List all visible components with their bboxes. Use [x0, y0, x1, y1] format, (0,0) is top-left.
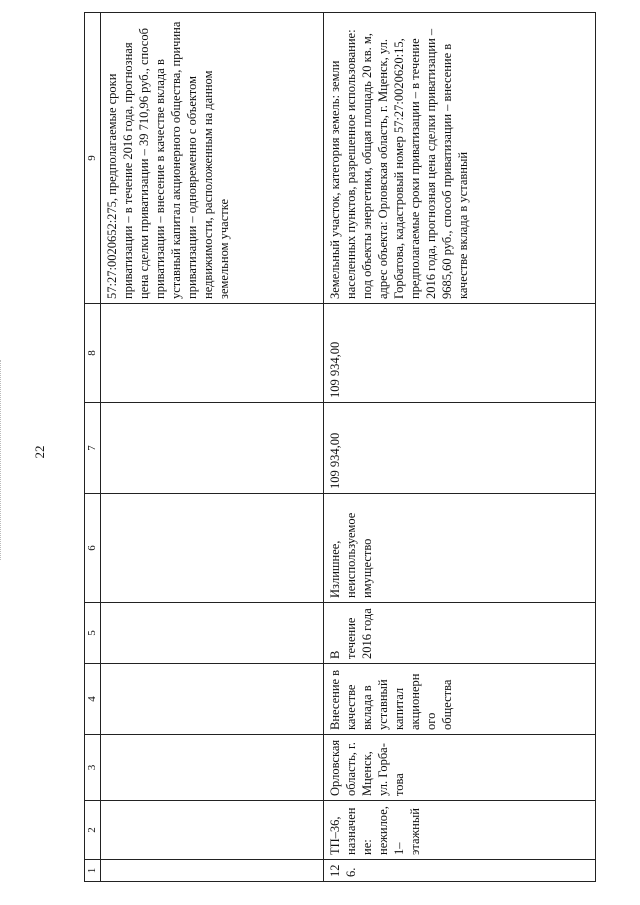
cell-land-description: Земельный участок, категория земель: земли населенных пунктов, разрешенное использование: под объекты энергетики, общая площадь 20 кв. м, адрес объекта: Орловская область, г. Мценск, ул. Горбатова, кадастровый номер 57:27:0020620:15, предполагаемые сроки приватизации – в течение 2016 года, прогнозная цена сделки приватизации – 9685,60 руб., способ приватизации – внесение в качестве вклада в уставный — [324, 13, 596, 304]
header-col-7: 7 — [85, 403, 101, 494]
cell-empty — [101, 860, 324, 882]
cell-term: В течение 2016 года — [324, 603, 596, 664]
page-number: 22 — [32, 445, 47, 459]
header-col-5: 5 — [85, 603, 101, 664]
cell-empty — [101, 403, 324, 494]
rotated-table-container — [84, 20, 596, 882]
cell-empty — [101, 603, 324, 664]
cell-empty — [101, 664, 324, 735]
cell-empty — [101, 735, 324, 801]
privatization-table — [84, 12, 596, 882]
cell-empty — [101, 801, 324, 860]
scan-artifact — [0, 360, 4, 560]
table-row-126 — [324, 13, 596, 882]
cell-land-continuation: 57:27:0020652:275, предполагаемые сроки приватизации – в течение 2016 года, прогнозная цена сделки приватизации – 39 710,96 руб., способ приватизации – внесение в качестве вклада в уставный капитал акционерного общества, причина приватизации – одновременно с объектом недвижимости, расположенным на данном земельном участке — [101, 13, 324, 304]
cell-empty — [101, 304, 324, 403]
cell-price-col8: 109 934,00 — [324, 304, 596, 403]
header-col-6: 6 — [85, 494, 101, 603]
cell-reason: Излишнее, неиспользуемое имущество — [324, 494, 596, 603]
header-col-9: 9 — [85, 13, 101, 304]
header-col-8: 8 — [85, 304, 101, 403]
cell-row-number: 126. — [324, 860, 596, 882]
header-col-2: 2 — [85, 801, 101, 860]
cell-address: Орловская область, г. Мценск, ул. Горба-това — [324, 735, 596, 801]
cell-method: Внесение в качестве вклада в уставный капитал акционерного общества — [324, 664, 596, 735]
cell-empty — [101, 494, 324, 603]
header-col-4: 4 — [85, 664, 101, 735]
cell-object-name: ТП–36, назначение: нежилое, 1–этажный — [324, 801, 596, 860]
header-col-3: 3 — [85, 735, 101, 801]
table-header-row — [85, 13, 101, 882]
cell-price-col7: 109 934,00 — [324, 403, 596, 494]
table-row-continuation — [101, 13, 324, 882]
header-col-1: 1 — [85, 860, 101, 882]
